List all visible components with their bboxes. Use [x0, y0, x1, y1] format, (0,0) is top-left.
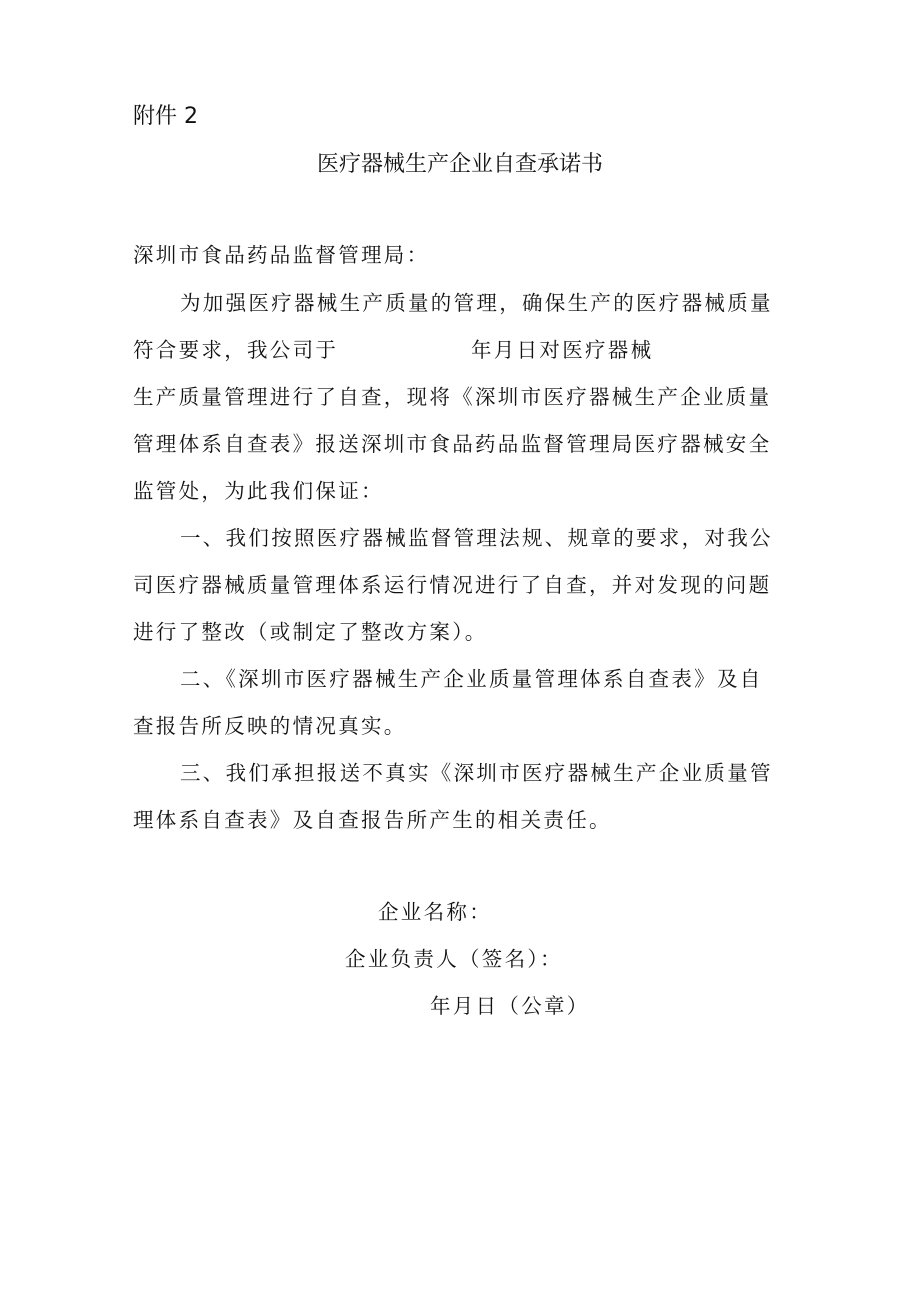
- salutation: 深圳市食品药品监督管理局：: [133, 243, 430, 267]
- item1-line-2: 司医疗器械质量管理体系运行情况进行了自查，并对发现的问题: [133, 573, 772, 597]
- intro-line-1: 为加强医疗器械生产质量的管理，确保生产的医疗器械质量: [180, 291, 773, 315]
- item2-line-2: 查报告所反映的情况真实。: [133, 714, 407, 738]
- intro-line-2a: 符合要求，我公司于: [133, 338, 339, 362]
- document-title: 医疗器械生产企业自查承诺书: [316, 152, 603, 177]
- intro-line-5: 监管处，为此我们保证：: [133, 479, 384, 503]
- date-seal-label: 年月日（公章）: [430, 994, 590, 1018]
- item3-line-1: 三、我们承担报送不真实《深圳市医疗器械生产企业质量管: [180, 761, 773, 785]
- item1-line-1: 一、我们按照医疗器械监督管理法规、规章的要求，对我公: [180, 526, 773, 550]
- item1-line-3: 进行了整改（或制定了整改方案）。: [133, 620, 488, 644]
- attachment-label: 附件 2: [133, 104, 198, 129]
- intro-line-3: 生产质量管理进行了自查，现将《深圳市医疗器械生产企业质量: [133, 385, 772, 409]
- intro-line-2b: 年月日对医疗器械: [471, 338, 654, 362]
- responsible-person-label: 企业负责人（签名）：: [345, 947, 563, 971]
- company-name-label: 企业名称：: [378, 900, 492, 924]
- intro-line-4: 管理体系自查表》报送深圳市食品药品监督管理局医疗器械安全: [133, 432, 772, 456]
- item2-line-1: 二、《深圳市医疗器械生产企业质量管理体系自查表》及自: [180, 667, 763, 691]
- item3-line-2: 理体系自查表》及自查报告所产生的相关责任。: [133, 808, 612, 832]
